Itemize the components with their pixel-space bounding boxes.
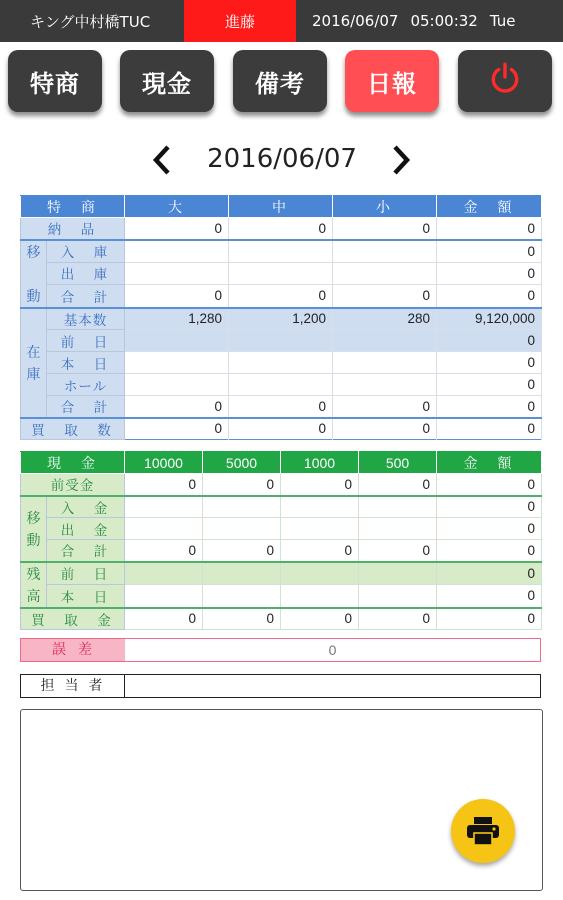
- cell: [359, 562, 437, 585]
- cell: [125, 330, 229, 352]
- person-input[interactable]: [125, 675, 540, 697]
- row-label: 合 計: [47, 285, 125, 308]
- cell[interactable]: 0: [229, 218, 333, 240]
- cell[interactable]: 0: [125, 474, 203, 496]
- cell: 0: [437, 352, 542, 374]
- cell[interactable]: 0: [281, 474, 359, 496]
- cell: 0: [437, 374, 542, 396]
- cell: [203, 562, 281, 585]
- cell[interactable]: [203, 496, 281, 518]
- table-row: [21, 352, 542, 374]
- cell: 0: [125, 285, 229, 308]
- cell: 0: [437, 218, 542, 240]
- cell: 0: [203, 540, 281, 562]
- status-date: 2016/06/07: [312, 12, 399, 30]
- cell[interactable]: [125, 352, 229, 374]
- table-row: [21, 396, 542, 418]
- cell: 0: [281, 540, 359, 562]
- cell: 0: [437, 330, 542, 352]
- table-row: [21, 562, 542, 585]
- cell[interactable]: [203, 518, 281, 540]
- cell: 0: [333, 285, 437, 308]
- table-row: [21, 518, 542, 540]
- status-weekday: Tue: [489, 12, 516, 30]
- cell[interactable]: [125, 262, 229, 285]
- printer-icon: [466, 816, 500, 846]
- row-label: 買 取 数: [21, 418, 125, 440]
- cell[interactable]: [125, 585, 203, 608]
- chevron-left-icon: [152, 144, 172, 176]
- datetime: [296, 12, 527, 30]
- row-label: 本 日: [47, 352, 125, 374]
- cell[interactable]: 0: [125, 418, 229, 440]
- cell[interactable]: [359, 518, 437, 540]
- cell[interactable]: [333, 240, 437, 263]
- cell[interactable]: [333, 352, 437, 374]
- cash-table: [20, 451, 542, 630]
- cell[interactable]: 0: [359, 474, 437, 496]
- table-row: [21, 285, 542, 308]
- cell: 0: [333, 396, 437, 418]
- table-row: [21, 240, 542, 263]
- row-label: 納 品: [21, 218, 125, 240]
- cell[interactable]: [359, 585, 437, 608]
- error-row: [20, 638, 541, 662]
- cell: 280: [333, 308, 437, 330]
- row-label: 前受金: [21, 474, 125, 496]
- cell[interactable]: [229, 240, 333, 263]
- cell: 0: [437, 240, 542, 263]
- table-header: [21, 196, 542, 218]
- row-label: 出 金: [47, 518, 125, 540]
- header-cell: 1000: [281, 452, 359, 474]
- cell: 0: [229, 285, 333, 308]
- cell[interactable]: 0: [229, 418, 333, 440]
- cell: 0: [125, 540, 203, 562]
- power-icon: [488, 61, 522, 101]
- cell[interactable]: [125, 496, 203, 518]
- row-label: 前 日: [47, 562, 125, 585]
- daily-report-button[interactable]: 日報: [345, 50, 439, 112]
- row-label: 本 日: [47, 585, 125, 608]
- section-label: 在 庫: [21, 308, 47, 418]
- cell[interactable]: 0: [281, 608, 359, 630]
- cell[interactable]: 0: [203, 608, 281, 630]
- cell: 9,120,000: [437, 308, 542, 330]
- cell: 0: [437, 285, 542, 308]
- cell[interactable]: [229, 352, 333, 374]
- cell[interactable]: 0: [333, 418, 437, 440]
- section-label: 残 高: [21, 562, 47, 608]
- cell: 0: [437, 496, 542, 518]
- table-header: [21, 452, 542, 474]
- cell: 0: [437, 262, 542, 285]
- cell[interactable]: [359, 496, 437, 518]
- date-navigator: [0, 138, 563, 182]
- header-cell: 特 商: [21, 196, 125, 218]
- cell[interactable]: [229, 374, 333, 396]
- cell[interactable]: [229, 262, 333, 285]
- header-cell: 現 金: [21, 452, 125, 474]
- staff-badge[interactable]: 進藤: [184, 0, 296, 42]
- cell: 0: [437, 518, 542, 540]
- memo-textarea[interactable]: [20, 709, 543, 891]
- current-date: 2016/06/07: [207, 144, 357, 174]
- row-label: 合 計: [47, 540, 125, 562]
- cell[interactable]: [281, 585, 359, 608]
- table-row: [21, 474, 542, 496]
- cell: [125, 562, 203, 585]
- table-row: [21, 496, 542, 518]
- cell[interactable]: 0: [333, 218, 437, 240]
- cash-button[interactable]: 現金: [120, 50, 214, 112]
- special-goods-button[interactable]: 特商: [8, 50, 102, 112]
- power-button[interactable]: [458, 50, 552, 112]
- remarks-button[interactable]: 備考: [233, 50, 327, 112]
- table-row: [21, 308, 542, 330]
- row-label: ホール: [47, 374, 125, 396]
- prev-date-button[interactable]: [149, 142, 175, 178]
- cell: 0: [437, 540, 542, 562]
- cell: 1,200: [229, 308, 333, 330]
- header-cell: 5000: [203, 452, 281, 474]
- section-label: 移 動: [21, 240, 47, 308]
- person-label: 担当者: [21, 675, 125, 697]
- chevron-right-icon: [391, 144, 411, 176]
- section-label: 移 動: [21, 496, 47, 562]
- header-cell: 大: [125, 196, 229, 218]
- table-row: [21, 540, 542, 562]
- table-row: [21, 218, 542, 240]
- cell[interactable]: 0: [125, 608, 203, 630]
- error-label: 誤差: [21, 639, 125, 661]
- table-row: [21, 330, 542, 352]
- print-button[interactable]: [451, 799, 515, 863]
- row-label: 入 庫: [47, 240, 125, 263]
- cell[interactable]: [333, 374, 437, 396]
- cell[interactable]: [281, 496, 359, 518]
- cell[interactable]: [203, 585, 281, 608]
- header-cell: 金 額: [437, 452, 542, 474]
- table-row: [21, 262, 542, 285]
- cell: 0: [437, 562, 542, 585]
- cell[interactable]: [281, 518, 359, 540]
- cell: 1,280: [125, 308, 229, 330]
- cell: 0: [437, 585, 542, 608]
- row-label: 基本数: [47, 308, 125, 330]
- cell: 0: [437, 396, 542, 418]
- table-row: [21, 374, 542, 396]
- row-label: 入 金: [47, 496, 125, 518]
- header-cell: 500: [359, 452, 437, 474]
- special-goods-table: [20, 195, 542, 440]
- row-label: 合 計: [47, 396, 125, 418]
- cell: 0: [229, 396, 333, 418]
- header-cell: 10000: [125, 452, 203, 474]
- row-label: 出 庫: [47, 262, 125, 285]
- cell: 0: [359, 540, 437, 562]
- table-row: [21, 585, 542, 608]
- cell: 0: [437, 474, 542, 496]
- person-row: [20, 674, 541, 698]
- cell[interactable]: [333, 262, 437, 285]
- cell[interactable]: [125, 518, 203, 540]
- cell[interactable]: [125, 240, 229, 263]
- toolbar: [0, 42, 563, 120]
- row-label: 買 取 金: [21, 608, 125, 630]
- status-bar: [0, 0, 563, 42]
- next-date-button[interactable]: [388, 142, 414, 178]
- cell[interactable]: 0: [203, 474, 281, 496]
- cell: [229, 330, 333, 352]
- cell: [281, 562, 359, 585]
- cell: [333, 330, 437, 352]
- cell[interactable]: [125, 374, 229, 396]
- cell: 0: [437, 608, 542, 630]
- status-time: 05:00:32: [410, 12, 478, 30]
- cell: 0: [437, 418, 542, 440]
- store-name: キング中村橋TUC: [30, 12, 151, 31]
- header-cell: 中: [229, 196, 333, 218]
- header-cell: 小: [333, 196, 437, 218]
- row-label: 前 日: [47, 330, 125, 352]
- cell: 0: [125, 396, 229, 418]
- header-cell: 金 額: [437, 196, 542, 218]
- error-value: 0: [328, 642, 337, 658]
- cell[interactable]: 0: [359, 608, 437, 630]
- table-row: [21, 608, 542, 630]
- cell[interactable]: 0: [125, 218, 229, 240]
- table-row: [21, 418, 542, 440]
